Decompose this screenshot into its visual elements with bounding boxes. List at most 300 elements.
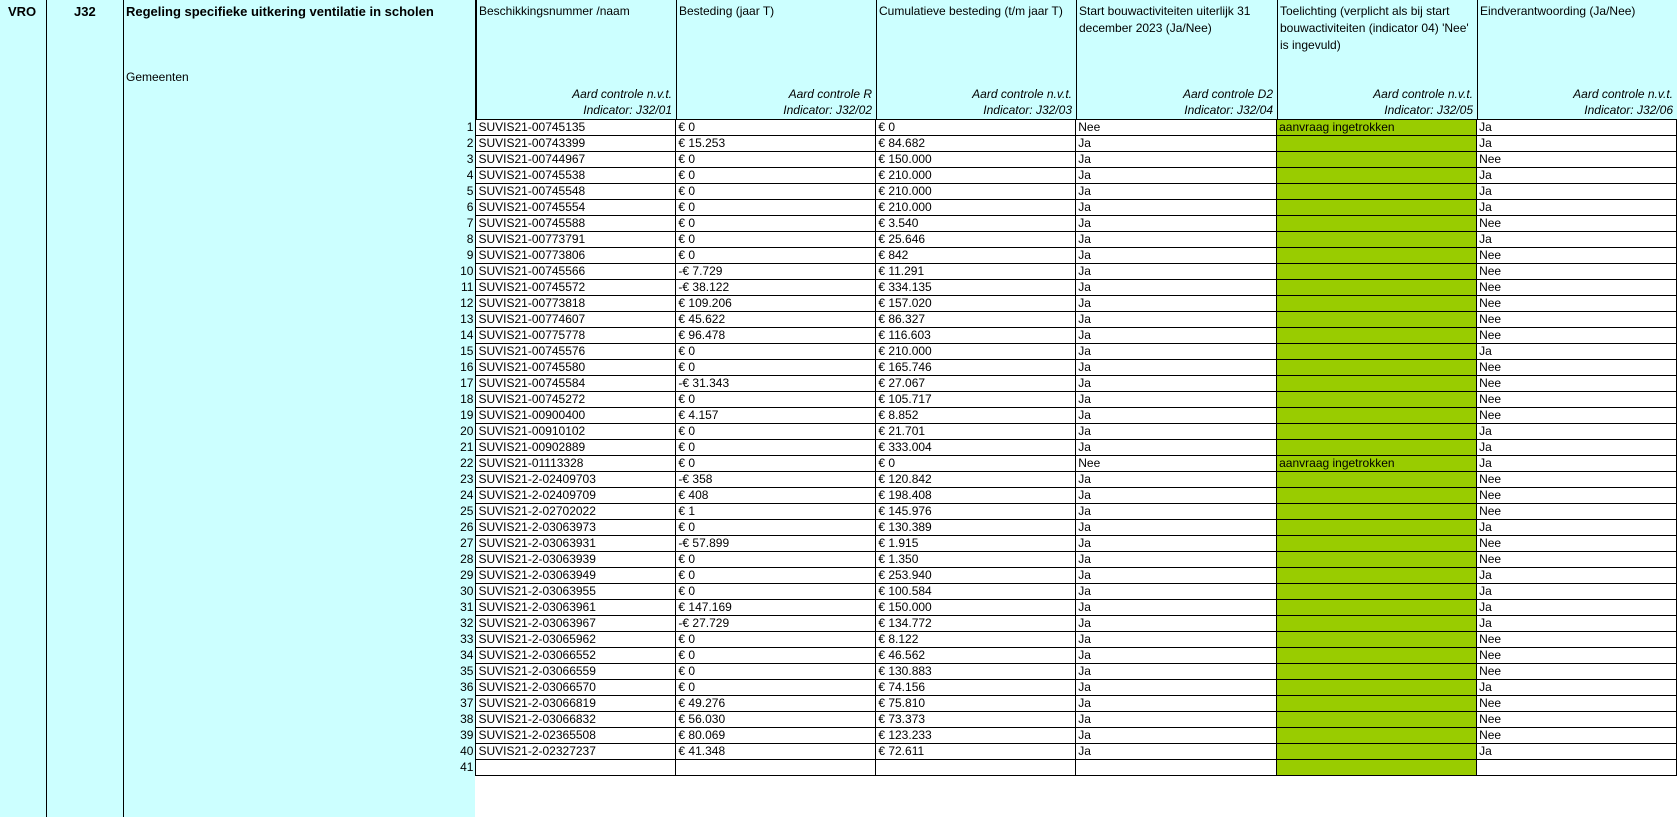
cell-cumulatief[interactable]: € 21.701 <box>876 424 1076 440</box>
cell-beschikkingsnummer[interactable]: SUVIS21-00745584 <box>476 376 676 392</box>
table-row <box>440 312 1677 328</box>
cell-besteding[interactable]: € 0 <box>676 456 876 472</box>
cell-toelichting[interactable] <box>1277 648 1477 664</box>
cell-besteding[interactable]: € 0 <box>676 360 876 376</box>
cell-beschikkingsnummer[interactable]: SUVIS21-00902889 <box>476 440 676 456</box>
ministry-code: VRO <box>8 4 37 19</box>
cell-beschikkingsnummer[interactable]: SUVIS21-2-03063931 <box>476 536 676 552</box>
cell-besteding[interactable]: € 0 <box>676 680 876 696</box>
cell-cumulatief[interactable]: € 3.540 <box>876 216 1076 232</box>
cell-besteding[interactable]: € 0 <box>676 120 876 136</box>
cell-eindverantwoording[interactable]: Ja <box>1477 184 1677 200</box>
cell-start[interactable]: Ja <box>1076 664 1277 680</box>
cell-start[interactable]: Ja <box>1076 504 1277 520</box>
cell-cumulatief[interactable]: € 0 <box>876 456 1076 472</box>
cell-start[interactable]: Ja <box>1076 536 1277 552</box>
cell-eindverantwoording[interactable]: Nee <box>1477 152 1677 168</box>
cell-cumulatief[interactable]: € 25.646 <box>876 232 1076 248</box>
cell-beschikkingsnummer[interactable]: SUVIS21-2-03063949 <box>476 568 676 584</box>
cell-start[interactable]: Ja <box>1076 728 1277 744</box>
cell-beschikkingsnummer[interactable]: SUVIS21-00744967 <box>476 152 676 168</box>
cell-besteding[interactable]: € 4.157 <box>676 408 876 424</box>
table-row <box>440 264 1677 280</box>
cell-beschikkingsnummer[interactable]: SUVIS21-00745576 <box>476 344 676 360</box>
cell-besteding[interactable]: € 96.478 <box>676 328 876 344</box>
row-number: 29 <box>440 568 476 584</box>
cell-toelichting[interactable] <box>1277 408 1477 424</box>
cell-beschikkingsnummer[interactable]: SUVIS21-2-02409703 <box>476 472 676 488</box>
cell-cumulatief[interactable]: € 74.156 <box>876 680 1076 696</box>
cell-besteding[interactable]: -€ 31.343 <box>676 376 876 392</box>
table-row <box>440 376 1677 392</box>
cell-cumulatief[interactable]: € 86.327 <box>876 312 1076 328</box>
cell-cumulatief[interactable]: € 150.000 <box>876 600 1076 616</box>
col-header-cumulatief <box>876 0 1076 119</box>
cell-toelichting[interactable] <box>1277 328 1477 344</box>
cell-toelichting[interactable] <box>1277 232 1477 248</box>
cell-beschikkingsnummer[interactable]: SUVIS21-00745572 <box>476 280 676 296</box>
row-number: 26 <box>440 520 476 536</box>
col-control: Aard controle n.v.t. <box>1573 87 1673 101</box>
cell-toelichting[interactable] <box>1277 392 1477 408</box>
cell-beschikkingsnummer[interactable]: SUVIS21-2-03063955 <box>476 584 676 600</box>
cell-eindverantwoording[interactable]: Nee <box>1477 552 1677 568</box>
cell-beschikkingsnummer[interactable]: SUVIS21-2-02702022 <box>476 504 676 520</box>
cell-start[interactable]: Ja <box>1076 152 1277 168</box>
table-row <box>440 296 1677 312</box>
cell-start[interactable]: Ja <box>1076 296 1277 312</box>
row-number: 34 <box>440 648 476 664</box>
cell-eindverantwoording[interactable] <box>1477 760 1677 776</box>
cell-besteding[interactable]: € 56.030 <box>676 712 876 728</box>
cell-start[interactable]: Ja <box>1076 216 1277 232</box>
cell-eindverantwoording[interactable]: Nee <box>1477 712 1677 728</box>
cell-besteding[interactable]: € 15.253 <box>676 136 876 152</box>
cell-beschikkingsnummer[interactable] <box>476 760 676 776</box>
cell-beschikkingsnummer[interactable]: SUVIS21-00745135 <box>476 120 676 136</box>
table-row <box>440 440 1677 456</box>
cell-start[interactable]: Ja <box>1076 264 1277 280</box>
cell-toelichting[interactable] <box>1277 568 1477 584</box>
cell-eindverantwoording[interactable]: Ja <box>1477 200 1677 216</box>
cell-toelichting[interactable] <box>1277 136 1477 152</box>
cell-besteding[interactable]: € 0 <box>676 344 876 360</box>
cell-start[interactable] <box>1076 760 1277 776</box>
cell-toelichting[interactable] <box>1277 584 1477 600</box>
cell-cumulatief[interactable]: € 84.682 <box>876 136 1076 152</box>
cell-cumulatief[interactable]: € 253.940 <box>876 568 1076 584</box>
cell-start[interactable]: Nee <box>1076 120 1277 136</box>
col-indicator: Indicator: J32/06 <box>1584 103 1673 117</box>
cell-eindverantwoording[interactable]: Nee <box>1477 536 1677 552</box>
cell-beschikkingsnummer[interactable]: SUVIS21-2-02365508 <box>476 728 676 744</box>
cell-toelichting[interactable] <box>1277 632 1477 648</box>
cell-start[interactable]: Ja <box>1076 680 1277 696</box>
cell-toelichting[interactable] <box>1277 600 1477 616</box>
cell-toelichting[interactable] <box>1277 680 1477 696</box>
cell-start[interactable]: Ja <box>1076 440 1277 456</box>
cell-toelichting[interactable] <box>1277 744 1477 760</box>
row-number: 15 <box>440 344 476 360</box>
cell-toelichting[interactable] <box>1277 296 1477 312</box>
cell-besteding[interactable]: € 0 <box>676 584 876 600</box>
cell-besteding[interactable]: € 1 <box>676 504 876 520</box>
col-control: Aard controle n.v.t. <box>572 87 672 101</box>
cell-eindverantwoording[interactable]: Nee <box>1477 664 1677 680</box>
row-number: 33 <box>440 632 476 648</box>
cell-toelichting[interactable] <box>1277 696 1477 712</box>
cell-eindverantwoording[interactable]: Nee <box>1477 632 1677 648</box>
cell-eindverantwoording[interactable]: Nee <box>1477 648 1677 664</box>
cell-cumulatief[interactable]: € 210.000 <box>876 200 1076 216</box>
cell-start[interactable]: Ja <box>1076 408 1277 424</box>
cell-besteding[interactable]: -€ 27.729 <box>676 616 876 632</box>
cell-cumulatief[interactable]: € 198.408 <box>876 488 1076 504</box>
cell-besteding[interactable]: € 408 <box>676 488 876 504</box>
cell-toelichting[interactable] <box>1277 200 1477 216</box>
row-number: 17 <box>440 376 476 392</box>
cell-besteding[interactable]: € 0 <box>676 648 876 664</box>
cell-start[interactable]: Ja <box>1076 744 1277 760</box>
cell-start[interactable]: Ja <box>1076 696 1277 712</box>
cell-toelichting[interactable] <box>1277 424 1477 440</box>
cell-besteding[interactable]: € 0 <box>676 248 876 264</box>
cell-toelichting[interactable] <box>1277 536 1477 552</box>
cell-besteding[interactable]: € 0 <box>676 392 876 408</box>
row-number: 41 <box>440 760 476 776</box>
cell-start[interactable]: Ja <box>1076 648 1277 664</box>
cell-beschikkingsnummer[interactable]: SUVIS21-00900400 <box>476 408 676 424</box>
cell-eindverantwoording[interactable]: Ja <box>1477 136 1677 152</box>
cell-start[interactable]: Ja <box>1076 328 1277 344</box>
cell-besteding[interactable]: € 41.348 <box>676 744 876 760</box>
cell-besteding[interactable]: € 0 <box>676 632 876 648</box>
cell-toelichting[interactable] <box>1277 280 1477 296</box>
cell-besteding[interactable] <box>676 760 876 776</box>
cell-beschikkingsnummer[interactable]: SUVIS21-2-03065962 <box>476 632 676 648</box>
cell-besteding[interactable]: € 0 <box>676 184 876 200</box>
cell-cumulatief[interactable]: € 116.603 <box>876 328 1076 344</box>
cell-eindverantwoording[interactable]: Nee <box>1477 696 1677 712</box>
cell-cumulatief[interactable]: € 210.000 <box>876 184 1076 200</box>
cell-eindverantwoording[interactable]: Ja <box>1477 440 1677 456</box>
cell-toelichting[interactable]: aanvraag ingetrokken <box>1277 456 1477 472</box>
cell-beschikkingsnummer[interactable]: SUVIS21-00745580 <box>476 360 676 376</box>
cell-cumulatief[interactable]: € 0 <box>876 120 1076 136</box>
cell-beschikkingsnummer[interactable]: SUVIS21-00775778 <box>476 328 676 344</box>
cell-cumulatief[interactable]: € 72.611 <box>876 744 1076 760</box>
cell-besteding[interactable]: € 0 <box>676 152 876 168</box>
cell-start[interactable]: Ja <box>1076 552 1277 568</box>
cell-toelichting[interactable] <box>1277 520 1477 536</box>
cell-beschikkingsnummer[interactable]: SUVIS21-00745272 <box>476 392 676 408</box>
cell-cumulatief[interactable]: € 1.915 <box>876 536 1076 552</box>
cell-start[interactable]: Ja <box>1076 344 1277 360</box>
cell-start[interactable]: Ja <box>1076 312 1277 328</box>
cell-start[interactable]: Ja <box>1076 136 1277 152</box>
cell-eindverantwoording[interactable]: Nee <box>1477 280 1677 296</box>
cell-eindverantwoording[interactable]: Nee <box>1477 408 1677 424</box>
cell-beschikkingsnummer[interactable]: SUVIS21-00773806 <box>476 248 676 264</box>
cell-eindverantwoording[interactable]: Ja <box>1477 424 1677 440</box>
cell-besteding[interactable]: € 0 <box>676 216 876 232</box>
col-control: Aard controle n.v.t. <box>972 87 1072 101</box>
row-number: 22 <box>440 456 476 472</box>
cell-beschikkingsnummer[interactable]: SUVIS21-00774607 <box>476 312 676 328</box>
cell-eindverantwoording[interactable]: Ja <box>1477 680 1677 696</box>
table-row <box>440 712 1677 728</box>
cell-start[interactable]: Ja <box>1076 600 1277 616</box>
cell-toelichting[interactable] <box>1277 216 1477 232</box>
cell-cumulatief[interactable]: € 130.883 <box>876 664 1076 680</box>
cell-beschikkingsnummer[interactable]: SUVIS21-00745566 <box>476 264 676 280</box>
cell-eindverantwoording[interactable]: Nee <box>1477 392 1677 408</box>
cell-toelichting[interactable] <box>1277 664 1477 680</box>
cell-eindverantwoording[interactable]: Ja <box>1477 120 1677 136</box>
cell-besteding[interactable]: € 0 <box>676 232 876 248</box>
data-table <box>440 119 1677 776</box>
cell-beschikkingsnummer[interactable]: SUVIS21-2-02327237 <box>476 744 676 760</box>
col-indicator: Indicator: J32/05 <box>1384 103 1473 117</box>
cell-besteding[interactable]: -€ 7.729 <box>676 264 876 280</box>
cell-eindverantwoording[interactable]: Nee <box>1477 360 1677 376</box>
col-control: Aard controle D2 <box>1182 87 1273 101</box>
cell-besteding[interactable]: € 0 <box>676 200 876 216</box>
cell-eindverantwoording[interactable]: Nee <box>1477 472 1677 488</box>
cell-start[interactable]: Ja <box>1076 616 1277 632</box>
table-row <box>440 632 1677 648</box>
cell-beschikkingsnummer[interactable]: SUVIS21-2-03063939 <box>476 552 676 568</box>
cell-start[interactable]: Ja <box>1076 568 1277 584</box>
col-label: Start bouwactiviteiten uiterlijk 31 december 2023 (Ja/Nee) <box>1079 4 1251 35</box>
cell-eindverantwoording[interactable]: Ja <box>1477 344 1677 360</box>
row-number: 12 <box>440 296 476 312</box>
cell-eindverantwoording[interactable]: Nee <box>1477 216 1677 232</box>
cell-cumulatief[interactable] <box>876 760 1076 776</box>
cell-beschikkingsnummer[interactable]: SUVIS21-00773818 <box>476 296 676 312</box>
cell-beschikkingsnummer[interactable]: SUVIS21-00745554 <box>476 200 676 216</box>
cell-cumulatief[interactable]: € 8.852 <box>876 408 1076 424</box>
table-row <box>440 424 1677 440</box>
cell-beschikkingsnummer[interactable]: SUVIS21-2-03066819 <box>476 696 676 712</box>
cell-start[interactable]: Ja <box>1076 712 1277 728</box>
cell-toelichting[interactable] <box>1277 760 1477 776</box>
cell-toelichting[interactable] <box>1277 552 1477 568</box>
cell-toelichting[interactable] <box>1277 488 1477 504</box>
cell-besteding[interactable]: € 109.206 <box>676 296 876 312</box>
cell-beschikkingsnummer[interactable]: SUVIS21-2-03066552 <box>476 648 676 664</box>
cell-beschikkingsnummer[interactable]: SUVIS21-2-03066832 <box>476 712 676 728</box>
cell-beschikkingsnummer[interactable]: SUVIS21-00745538 <box>476 168 676 184</box>
cell-besteding[interactable]: -€ 38.122 <box>676 280 876 296</box>
cell-toelichting[interactable] <box>1277 312 1477 328</box>
cell-beschikkingsnummer[interactable]: SUVIS21-2-03066570 <box>476 680 676 696</box>
cell-besteding[interactable]: -€ 57.899 <box>676 536 876 552</box>
cell-beschikkingsnummer[interactable]: SUVIS21-00743399 <box>476 136 676 152</box>
cell-cumulatief[interactable]: € 105.717 <box>876 392 1076 408</box>
col-header-besteding <box>676 0 876 119</box>
cell-toelichting[interactable] <box>1277 184 1477 200</box>
cell-toelichting[interactable] <box>1277 440 1477 456</box>
row-number: 20 <box>440 424 476 440</box>
cell-start[interactable]: Ja <box>1076 232 1277 248</box>
cell-eindverantwoording[interactable]: Ja <box>1477 168 1677 184</box>
row-number: 9 <box>440 248 476 264</box>
cell-besteding[interactable]: € 0 <box>676 664 876 680</box>
cell-toelichting[interactable] <box>1277 504 1477 520</box>
cell-toelichting[interactable] <box>1277 616 1477 632</box>
row-number: 11 <box>440 280 476 296</box>
cell-besteding[interactable]: € 49.276 <box>676 696 876 712</box>
cell-start[interactable]: Ja <box>1076 280 1277 296</box>
cell-beschikkingsnummer[interactable]: SUVIS21-2-02409709 <box>476 488 676 504</box>
cell-start[interactable]: Ja <box>1076 248 1277 264</box>
row-number: 38 <box>440 712 476 728</box>
cell-eindverantwoording[interactable]: Nee <box>1477 264 1677 280</box>
cell-cumulatief[interactable]: € 333.004 <box>876 440 1076 456</box>
row-number: 6 <box>440 200 476 216</box>
cell-toelichting[interactable]: aanvraag ingetrokken <box>1277 120 1477 136</box>
cell-eindverantwoording[interactable]: Ja <box>1477 584 1677 600</box>
cell-start[interactable]: Ja <box>1076 472 1277 488</box>
cell-cumulatief[interactable]: € 134.772 <box>876 616 1076 632</box>
cell-cumulatief[interactable]: € 130.389 <box>876 520 1076 536</box>
cell-start[interactable]: Ja <box>1076 184 1277 200</box>
cell-start[interactable]: Ja <box>1076 520 1277 536</box>
cell-start[interactable]: Ja <box>1076 424 1277 440</box>
cell-cumulatief[interactable]: € 8.122 <box>876 632 1076 648</box>
cell-eindverantwoording[interactable]: Ja <box>1477 520 1677 536</box>
cell-cumulatief[interactable]: € 842 <box>876 248 1076 264</box>
col-label: Toelichting (verplicht als bij start bouwactiviteiten (indicator 04) 'Nee' is ingevuld) <box>1280 4 1469 52</box>
cell-besteding[interactable]: € 45.622 <box>676 312 876 328</box>
cell-beschikkingsnummer[interactable]: SUVIS21-01113328 <box>476 456 676 472</box>
cell-cumulatief[interactable]: € 46.562 <box>876 648 1076 664</box>
cell-eindverantwoording[interactable]: Nee <box>1477 728 1677 744</box>
cell-eindverantwoording[interactable]: Nee <box>1477 328 1677 344</box>
cell-toelichting[interactable] <box>1277 168 1477 184</box>
cell-besteding[interactable]: € 0 <box>676 440 876 456</box>
cell-besteding[interactable]: € 0 <box>676 168 876 184</box>
cell-cumulatief[interactable]: € 120.842 <box>876 472 1076 488</box>
col-indicator: Indicator: J32/04 <box>1184 103 1273 117</box>
cell-eindverantwoording[interactable]: Nee <box>1477 296 1677 312</box>
cell-toelichting[interactable] <box>1277 472 1477 488</box>
table-row <box>440 680 1677 696</box>
cell-toelichting[interactable] <box>1277 152 1477 168</box>
cell-besteding[interactable]: € 0 <box>676 520 876 536</box>
col-indicator: Indicator: J32/01 <box>583 103 672 117</box>
row-number: 31 <box>440 600 476 616</box>
cell-beschikkingsnummer[interactable]: SUVIS21-00773791 <box>476 232 676 248</box>
cell-cumulatief[interactable]: € 165.746 <box>876 360 1076 376</box>
table-row <box>440 760 1677 776</box>
cell-besteding[interactable]: € 0 <box>676 424 876 440</box>
cell-cumulatief[interactable]: € 145.976 <box>876 504 1076 520</box>
cell-eindverantwoording[interactable]: Ja <box>1477 232 1677 248</box>
cell-toelichting[interactable] <box>1277 248 1477 264</box>
cell-toelichting[interactable] <box>1277 712 1477 728</box>
cell-cumulatief[interactable]: € 210.000 <box>876 168 1076 184</box>
cell-cumulatief[interactable]: € 334.135 <box>876 280 1076 296</box>
cell-besteding[interactable]: € 0 <box>676 568 876 584</box>
col-divider-b <box>123 0 124 817</box>
cell-start[interactable]: Ja <box>1076 360 1277 376</box>
cell-toelichting[interactable] <box>1277 344 1477 360</box>
cell-eindverantwoording[interactable]: Ja <box>1477 616 1677 632</box>
cell-cumulatief[interactable]: € 1.350 <box>876 552 1076 568</box>
cell-start[interactable]: Ja <box>1076 584 1277 600</box>
cell-cumulatief[interactable]: € 11.291 <box>876 264 1076 280</box>
cell-beschikkingsnummer[interactable]: SUVIS21-2-03063967 <box>476 616 676 632</box>
table-row <box>440 360 1677 376</box>
cell-beschikkingsnummer[interactable]: SUVIS21-2-03063961 <box>476 600 676 616</box>
row-number: 32 <box>440 616 476 632</box>
table-row <box>440 504 1677 520</box>
table-row <box>440 616 1677 632</box>
cell-eindverantwoording[interactable]: Nee <box>1477 312 1677 328</box>
cell-besteding[interactable]: € 80.069 <box>676 728 876 744</box>
table-row <box>440 536 1677 552</box>
cell-cumulatief[interactable]: € 123.233 <box>876 728 1076 744</box>
cell-beschikkingsnummer[interactable]: SUVIS21-00910102 <box>476 424 676 440</box>
cell-beschikkingsnummer[interactable]: SUVIS21-00745588 <box>476 216 676 232</box>
table-row <box>440 392 1677 408</box>
table-row <box>440 696 1677 712</box>
cell-beschikkingsnummer[interactable]: SUVIS21-00745548 <box>476 184 676 200</box>
table-row <box>440 344 1677 360</box>
cell-eindverantwoording[interactable]: Nee <box>1477 504 1677 520</box>
cell-toelichting[interactable] <box>1277 264 1477 280</box>
cell-cumulatief[interactable]: € 210.000 <box>876 344 1076 360</box>
cell-eindverantwoording[interactable]: Nee <box>1477 248 1677 264</box>
col-indicator: Indicator: J32/03 <box>983 103 1072 117</box>
cell-cumulatief[interactable]: € 73.373 <box>876 712 1076 728</box>
cell-besteding[interactable]: € 147.169 <box>676 600 876 616</box>
cell-eindverantwoording[interactable]: Ja <box>1477 456 1677 472</box>
cell-start[interactable]: Ja <box>1076 632 1277 648</box>
cell-start[interactable]: Nee <box>1076 456 1277 472</box>
cell-cumulatief[interactable]: € 100.584 <box>876 584 1076 600</box>
cell-start[interactable]: Ja <box>1076 376 1277 392</box>
cell-cumulatief[interactable]: € 157.020 <box>876 296 1076 312</box>
cell-eindverantwoording[interactable]: Nee <box>1477 376 1677 392</box>
cell-cumulatief[interactable]: € 75.810 <box>876 696 1076 712</box>
cell-cumulatief[interactable]: € 27.067 <box>876 376 1076 392</box>
cell-besteding[interactable]: -€ 358 <box>676 472 876 488</box>
cell-besteding[interactable]: € 0 <box>676 552 876 568</box>
cell-eindverantwoording[interactable]: Ja <box>1477 600 1677 616</box>
cell-start[interactable]: Ja <box>1076 200 1277 216</box>
cell-beschikkingsnummer[interactable]: SUVIS21-2-03066559 <box>476 664 676 680</box>
cell-start[interactable]: Ja <box>1076 168 1277 184</box>
table-row <box>440 584 1677 600</box>
cell-eindverantwoording[interactable]: Ja <box>1477 744 1677 760</box>
cell-start[interactable]: Ja <box>1076 488 1277 504</box>
cell-start[interactable]: Ja <box>1076 392 1277 408</box>
cell-toelichting[interactable] <box>1277 360 1477 376</box>
cell-cumulatief[interactable]: € 150.000 <box>876 152 1076 168</box>
table-row <box>440 408 1677 424</box>
cell-toelichting[interactable] <box>1277 728 1477 744</box>
row-number: 18 <box>440 392 476 408</box>
cell-toelichting[interactable] <box>1277 376 1477 392</box>
col-control: Aard controle n.v.t. <box>1373 87 1473 101</box>
cell-eindverantwoording[interactable]: Ja <box>1477 568 1677 584</box>
cell-eindverantwoording[interactable]: Nee <box>1477 488 1677 504</box>
row-number: 25 <box>440 504 476 520</box>
cell-beschikkingsnummer[interactable]: SUVIS21-2-03063973 <box>476 520 676 536</box>
